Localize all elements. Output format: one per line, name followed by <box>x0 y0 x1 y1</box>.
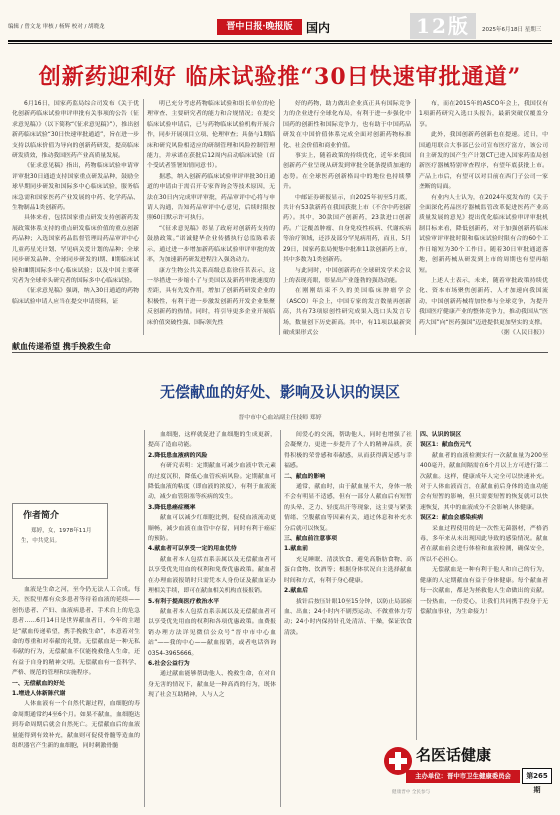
paragraph: 与此同时，中国创新药在全球研发学术会议上的表现亮眼，彰显出产业蓬勃的强劲动能。 <box>283 267 411 284</box>
article2-headline: 无偿献血的好处、影响及认识的误区 <box>159 383 400 401</box>
article1-col1 <box>12 99 139 335</box>
subheading: 2.降低患血液病的风险 <box>148 452 208 459</box>
article1-headline: 创新药迎利好 临床试验推“30日快速审批通道” <box>38 64 522 90</box>
article2-col2 <box>148 430 276 807</box>
section-rule <box>12 352 548 353</box>
paragraph: 无偿献血是一种有利于他人和自己的行为，健康的人定期献血有益于身体健康。每个献血者每一次献血，都是为拯救他人生命做出的贡献。一份热血，一份爱心，让我们共同携手投身于无偿献血事业，为生命接力！ <box>420 567 548 615</box>
article1-col4 <box>419 99 548 335</box>
paragraph: 血细胞，这样就促进了血细胞的生成更新，提高了造血功能。 <box>148 432 276 449</box>
editor-credits: 编辑 / 曾文龙 审核 / 杨辉 校对 / 胡晓龙 <box>8 24 105 30</box>
subheading: 误区1：献血伤元气 <box>420 442 472 449</box>
paragraph: 献血可以减少红细胞比例，促使血液流动更顺畅，减少血液在血管中存留，同时有利于癌症的预防。 <box>148 515 276 543</box>
paragraph: 通过献血能够帮助他人、挽救生命，在对自身无害的情况下，献血是一种高尚的行为，既体现了社会互助精神，人与人之 <box>148 671 276 699</box>
article1-col3 <box>283 99 411 335</box>
article2-col4 <box>420 430 548 740</box>
paragraph: 康方生物公共关系高级总监徐佳茗表示，这一举措进一步缩小了与美国以及新药审批速度的差距，具有先发作用，增加了创新药研发企业的积极性，有利于进一步激发创新药开发企业集聚反创新药的热情。同时，将引导更多企业开展临床价值突破性强、国际领先性 <box>147 267 275 326</box>
subheading: 1.献血前 <box>284 546 309 553</box>
paragraph: 间爱心的交流，帮助他人，同时也增强了社会凝聚力，更进一步提升了个人的精神品质，获得积极的荣誉感和奉献感，从而获得满足感与幸福感。 <box>284 432 412 470</box>
paragraph: 有研究表明：定期献血可减少血液中铁元素的过度沉积，降低心血管疾病风险。定期献血可降低血液的粘度（即血液的浓度），有利于血液流动，减少血管阻塞等疾病的发生。 <box>148 463 276 501</box>
column-rule <box>416 430 417 740</box>
column-title: 名医话健康 <box>416 746 492 764</box>
paragraph: 6月16日，国家药监局综合司发布《关于优化创新药临床试验审评审批有关事项的公告（征求意见稿）》（以下简称“《征求意见稿》”），推出创新药临床试验“30日快速审批通道”，旨在进一步支持以临床价值为导向的创新药研发，提高临床研发质效，推动我国医药产业高质量发展。 <box>12 101 139 160</box>
paragraph: 血液是生命之河，至今仍无法人工合成。每天，医院里都有众多患者等待着血液的延续——创伤患者、产妇、血液病患者、手术台上的危急患者……6月14日是世界献血者日，今年的主题是“献血传递希望，携手挽救生命”，本意着对生命的尊重和对奉献的礼赞。无偿献血是一种无私奉献的行为，无偿献血不仅能挽救他人生命，还有益于自身的精神文明。无偿献血有一套科学、严格、规范的管理和实施程序。 <box>12 587 140 677</box>
column-rule <box>415 99 416 335</box>
paragraph: 采血过程使用的是一次性无菌器材，严格消毒，多年来从未出现因此导致的感染情况。献血者在献血前会进行体检和血液检测，确保安全，所以不必担心。 <box>420 525 548 563</box>
paragraph: 事实上，随着政策的持续优化，近年来我国创新药产业呈现从研发到审批全链条提质加速的态势。在全球医药创新格局中的地位也持续攀升。 <box>283 153 411 191</box>
paragraph: 献血者本人包括直系亲属以及无偿献血者可以享受优先用血的权利和免费优惠政策。献血者在办理血液报销时只需凭本人身份证及献血证办理相关手续，即可在献血相关机构直接报销。 <box>148 556 276 595</box>
paragraph: 通常，献血时，由于献血量不大，身体一般不会有明显不适感，但有一部分人献血后有短暂的头晕、乏力、轻度出汗等现象，这主要与紧张情绪、空腹献血等因素有关，通过休息和补充水分后就可以恢复。 <box>284 484 412 532</box>
subheading: 四、认识的误区 <box>420 432 462 438</box>
subheading: 2.献血后 <box>284 588 309 595</box>
paragraph: 人体血液有一个自然代谢过程，血细胞的寿命周期通常约4至6个月。如果不献血，血细胞达到寿命周期后就会自然死亡。无偿献血后的血液量能得到有效补充，献血则可促使骨髓等造血的组织器官产生新的血细胞，同时刺激骨髓 <box>12 701 140 750</box>
paragraph: 献血者本人包括直系亲属以及无偿献血者可以享受优先用血的权利和各项优惠政策。血费报销办理方法详见微信公众号“晋中市中心血站”——我的中心——献血报销，或者电话咨询0354-3965666。 <box>148 608 276 657</box>
subheading: 误区2：献血会感染疾病 <box>420 515 484 522</box>
column-rule <box>143 99 144 335</box>
article2-byline: 晋中市中心血站副主任技师 郑婷 <box>238 415 322 421</box>
header-rule-thin <box>8 43 552 44</box>
article2-col1 <box>12 585 140 807</box>
paragraph: 《征求意见稿》指出，药物临床试验申请审评审批30日通道支持国家重点研发品种，鼓励全球早期同步研发和国际多中心临床试验，服务临床急需和国家医药产业发展的中药、化学药品、生物制品1类创新药。 <box>12 163 139 212</box>
article-signature: （据《人民日报》） <box>497 329 548 335</box>
paragraph: 在刚刚结束不久的美国临床肿瘤学会（ASCO）年会上，中国专家的发言数量再创新高，共有73项原创性研究成果入选口头发言专场，数量创下历史新高。其中，有11项以最新突破成果形式公 <box>283 288 411 335</box>
article2-section-label: 献血传递希望 携手挽救生命 <box>12 342 111 351</box>
newspaper-masthead: 晋中日报·晚报版 <box>217 19 302 35</box>
paragraph: 中邮证券研报显示，自2025年初至5月底，共计有53款新药在我国获批上市（不含中药创新药）。其中，30款国产创新药，23款进口创新药。广泛覆盖肿瘤、自身免疫性疾病、代谢疾病等治疗领域，还涉及部分罕见病用药，而且，5月29日，国家药监局便集中批准11款创新药上市，其中多数为1类创新药。 <box>283 194 411 264</box>
subheading: 一、无偿献血的好处 <box>12 680 66 687</box>
paragraph: 《征求意见稿》强调，纳入30日通道的药物临床试验申请人应当在提交申请资料，证 <box>12 288 139 305</box>
column-host: 主办单位：晋中市卫生健康委员会 <box>406 770 520 783</box>
header-rule <box>8 40 552 42</box>
subheading: 4.献血者可以享受一定的用血优待 <box>148 546 237 553</box>
paragraph: 明已充分考虑药物临床试验和组长单位的伦理审查、主要研究者的能力和合规情况；在提交临床试验申请后，已与药物临床试验机构开展合作，同步开展项目立项、伦理审查；具备与1期临床和研究风险相适应的研制管理和风险控制管理能力，并承诺在获批后12周内启动临床试验（首个受试者签署知情同意书）。 <box>147 101 275 170</box>
paragraph: 具体来看，包括国家重点研发支持创新药发展政策体系支持的重点研发临床价值的重点创新药品种；入选国家药品监督管理局药品审评中心儿童药星光计划、罕见病关爱计划的品种；全球同步研发品种、全球同步研发的Ⅰ期、Ⅱ期临床试验和Ⅲ期国际多中心临床试验；以及中国主要研究者为全球牵头研究者的国际多中心临床试验。 <box>12 215 139 284</box>
subheading: 1.增进人体新陈代谢 <box>12 691 66 698</box>
paragraph: “《征求意见稿》彰显了政府对创新药支持的鼓励政策。”诺诚健华企业传播执行总监陈希表示，通过进一步增加新药临床试验审评审批的效率，为加速新药研发进程注入强劲动力。 <box>147 225 275 264</box>
column-issue-number: 第265期 <box>522 768 552 784</box>
subheading: 3.降低患癌症概率 <box>148 504 196 511</box>
author-profile-text: 郑婷，女，1978年11月生，中共党员。 <box>21 528 92 544</box>
column-tagline: 健康晋中 全民参与 <box>392 790 431 795</box>
subheading: 三、献血前注意事项 <box>284 536 338 543</box>
paragraph: 献血者的血液检测实行一次献血量为200至400毫升，献血间隔需在6个月以上方可进行第二次献血。这样，健康成年人完全可以快速补充。对于人体血液而言，在献血前后身体的造血功能会有短暂的影响，但只需要短暂的恢复就可以快速恢复，其中的血液成分不会影响人体健康。 <box>420 452 548 511</box>
subheading: 5.有利于提高医疗救治水平 <box>148 598 220 605</box>
paragraph: 有业内人士认为，在2024年度发布的《关于全面深化药品医疗器械监管改革促进医药产业高质量发展的意见》提出优化临床试验审评审批机制目标来看，降低创新药，对于加强创新药临床试验审评审批时限和临床试验时限有合的60个工作日缩短为30个工作日。随着30日审批通道落地，创新药械从研发到上市的周期也有望再缩短。 <box>419 194 548 274</box>
paragraph: 好的药物，助力做出企业真正具有国际竞争力的企业进行全球化布局，有利于进一步强化中国药的创新性和国际竞争力，也有助于中国药品研发在中国价值体系完成全面对创新药物标准化、社会价值和商业价值。 <box>283 101 411 149</box>
paragraph: 充足睡眠、清淡饮食、避免高脂肪食物、高蛋白食物、饮酒等；根据身体状况自主选择献血时间和方式，有利于身心健康。 <box>284 556 412 584</box>
column-rule <box>144 430 145 807</box>
paragraph: 上述人士表示，未来，随着审批政策持续优化、资本市场聚焦创新药、人才加速向我国流动，中国创新药械将加快参与全球竞争，为提升我国医疗健康产业的整体竞争力，推动我国从“医药大国”向“医药强国”迈进提供更加坚实的支撑。 <box>419 277 548 326</box>
paragraph: 此外，我国创新药创新也在提速。近日，中国通用联合大事部已公司宣布医疗富方，该公司自主研发的国产生产计划CT已进入国家药监局创新医疗器械特别审查程序，有望年底获批上市。产品上市后，有望可以对目前在西门子公司一家垄断的局面。 <box>419 132 548 191</box>
column-rule <box>279 99 280 335</box>
subheading: 6.社会公益行为 <box>148 660 190 667</box>
author-profile-title: 作者简介 <box>23 511 60 521</box>
article1-col2 <box>147 99 275 335</box>
issue-date: 2025年6月18日 星期三 <box>482 27 542 33</box>
paragraph: 据悉，纳入创新药临床试验审评审批30日通道的申请由于需召开专家咨询会等技术原因，无法在30日内完成审评审批，药品审评中心将与申请人沟通，告知药品审评中心意见，后续时限按照60日默示许可执行。 <box>147 173 275 222</box>
section-name: 国内 <box>306 21 331 35</box>
column-footer-banner <box>376 742 552 806</box>
subheading: 二、献血的影响 <box>284 473 326 480</box>
page-number: 12版 <box>410 13 476 39</box>
paragraph: 拔针后按压针眼10至15分钟，以防止局部瘀血、出血；24小时内不剧烈运动、不做重体力劳动；24小时内保持针孔处清洁、干燥，保证饮食清淡。 <box>284 598 412 636</box>
author-profile-box <box>12 503 108 579</box>
page-header <box>0 0 560 42</box>
paragraph: 布，而在2015年的ASCO年会上，我国仅有1项新药研究入选口头报告，最新突破仅覆盖分享。 <box>419 101 548 128</box>
column-rule <box>280 430 281 807</box>
